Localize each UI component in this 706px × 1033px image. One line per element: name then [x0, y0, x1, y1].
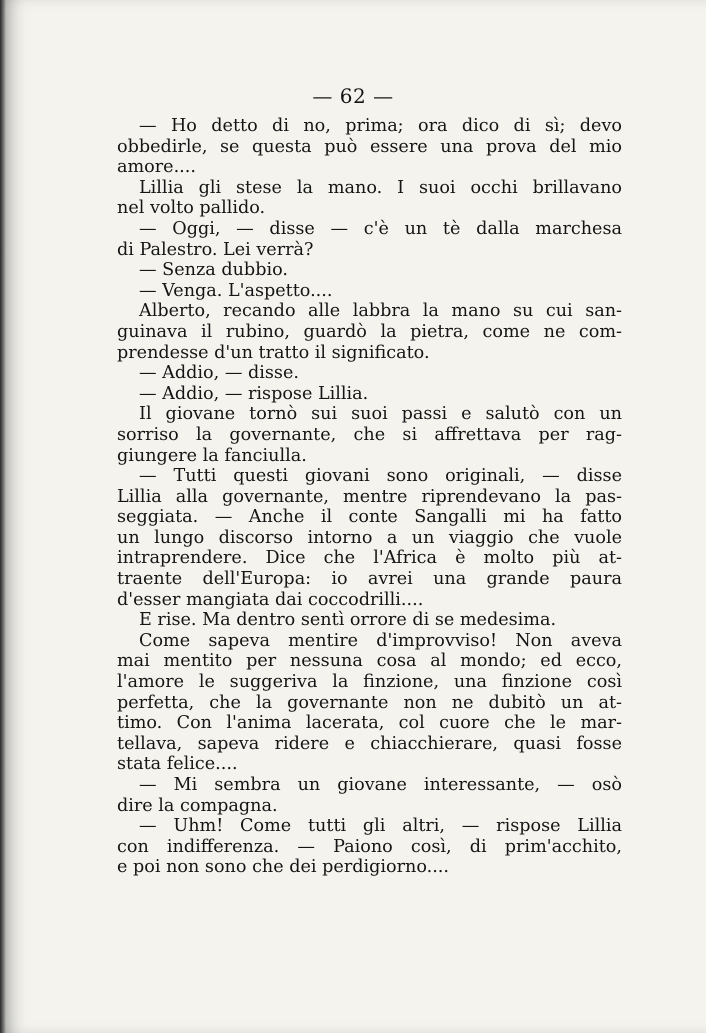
text-line: — Uhm! Come tutti gli altri, — rispose Lillia	[139, 816, 622, 837]
text-line: Il giovane tornò sui suoi passi e salutò con un	[139, 404, 622, 425]
text-line: perfetta, che la governante non ne dubitò un at-	[117, 692, 622, 713]
text-line: mai mentito per nessuna cosa al mondo; ed ecco,	[117, 651, 622, 672]
text-line: giungere la fanciulla.	[117, 445, 307, 466]
text-line: — Addio, — rispose Lillia.	[139, 383, 369, 404]
text-line: stata felice....	[117, 754, 238, 775]
text-line: l'amore le suggeriva la finzione, una finzione così	[117, 672, 622, 693]
page-number: — 62 —	[312, 84, 394, 108]
text-line: d'esser mangiata dai coccodrilli....	[117, 589, 424, 610]
text-line: — Addio, — disse.	[139, 363, 299, 384]
text-line: dire la compagna.	[117, 795, 278, 816]
text-line: timo. Con l'anima lacerata, col cuore che le mar-	[117, 713, 622, 734]
text-line: — Ho detto di no, prima; ora dico di sì; devo	[139, 116, 622, 136]
text-line: — Senza dubbio.	[139, 260, 288, 281]
text-line: — Oggi, — disse — c'è un tè dalla marchesa	[139, 218, 622, 239]
text-line: prendesse d'un tratto il significato.	[117, 342, 430, 363]
text-line: nel volto pallido.	[117, 198, 266, 219]
text-line: Lillia alla governante, mentre riprendevano la pas-	[117, 486, 622, 507]
text-line: — Mi sembra un giovane interessante, — osò	[139, 775, 622, 795]
text-line: e poi non sono che dei perdigiorno....	[117, 857, 449, 878]
page-binding-shadow	[0, 0, 6, 1033]
text-line: traente dell'Europa: io avrei una grande paura	[117, 569, 622, 590]
text-line: intraprendere. Dice che l'Africa è molto più at-	[117, 548, 622, 569]
text-line: con indifferenza. — Paiono così, di prim'acchito,	[117, 836, 622, 857]
text-line: sorriso la governante, che si affrettava per rag-	[117, 424, 622, 445]
text-line: Lillia gli stese la mano. I suoi occhi brillavano	[139, 177, 622, 198]
text-line: guinava il rubino, guardò la pietra, come ne com-	[117, 321, 622, 342]
text-line: E rise. Ma dentro sentì orrore di se medesima.	[139, 610, 557, 631]
text-line: Alberto, recando alle labbra la mano su cui san-	[139, 301, 622, 322]
text-line: Come sapeva mentire d'improvviso! Non aveva	[139, 630, 622, 651]
text-line: amore....	[117, 157, 196, 178]
text-line: un lungo discorso intorno a un viaggio che vuole	[117, 527, 622, 548]
body-text	[117, 116, 622, 878]
text-line: obbedirle, se questa può essere una prova del mio	[117, 136, 622, 157]
text-line: seggiata. — Anche il conte Sangalli mi ha fatto	[117, 507, 622, 528]
text-line: — Tutti questi giovani sono originali, — disse	[139, 466, 622, 487]
text-line: di Palestro. Lei verrà?	[117, 239, 314, 260]
text-line: — Venga. L'aspetto....	[139, 280, 333, 301]
text-line: tellava, sapeva ridere e chiacchierare, quasi fosse	[117, 733, 622, 754]
